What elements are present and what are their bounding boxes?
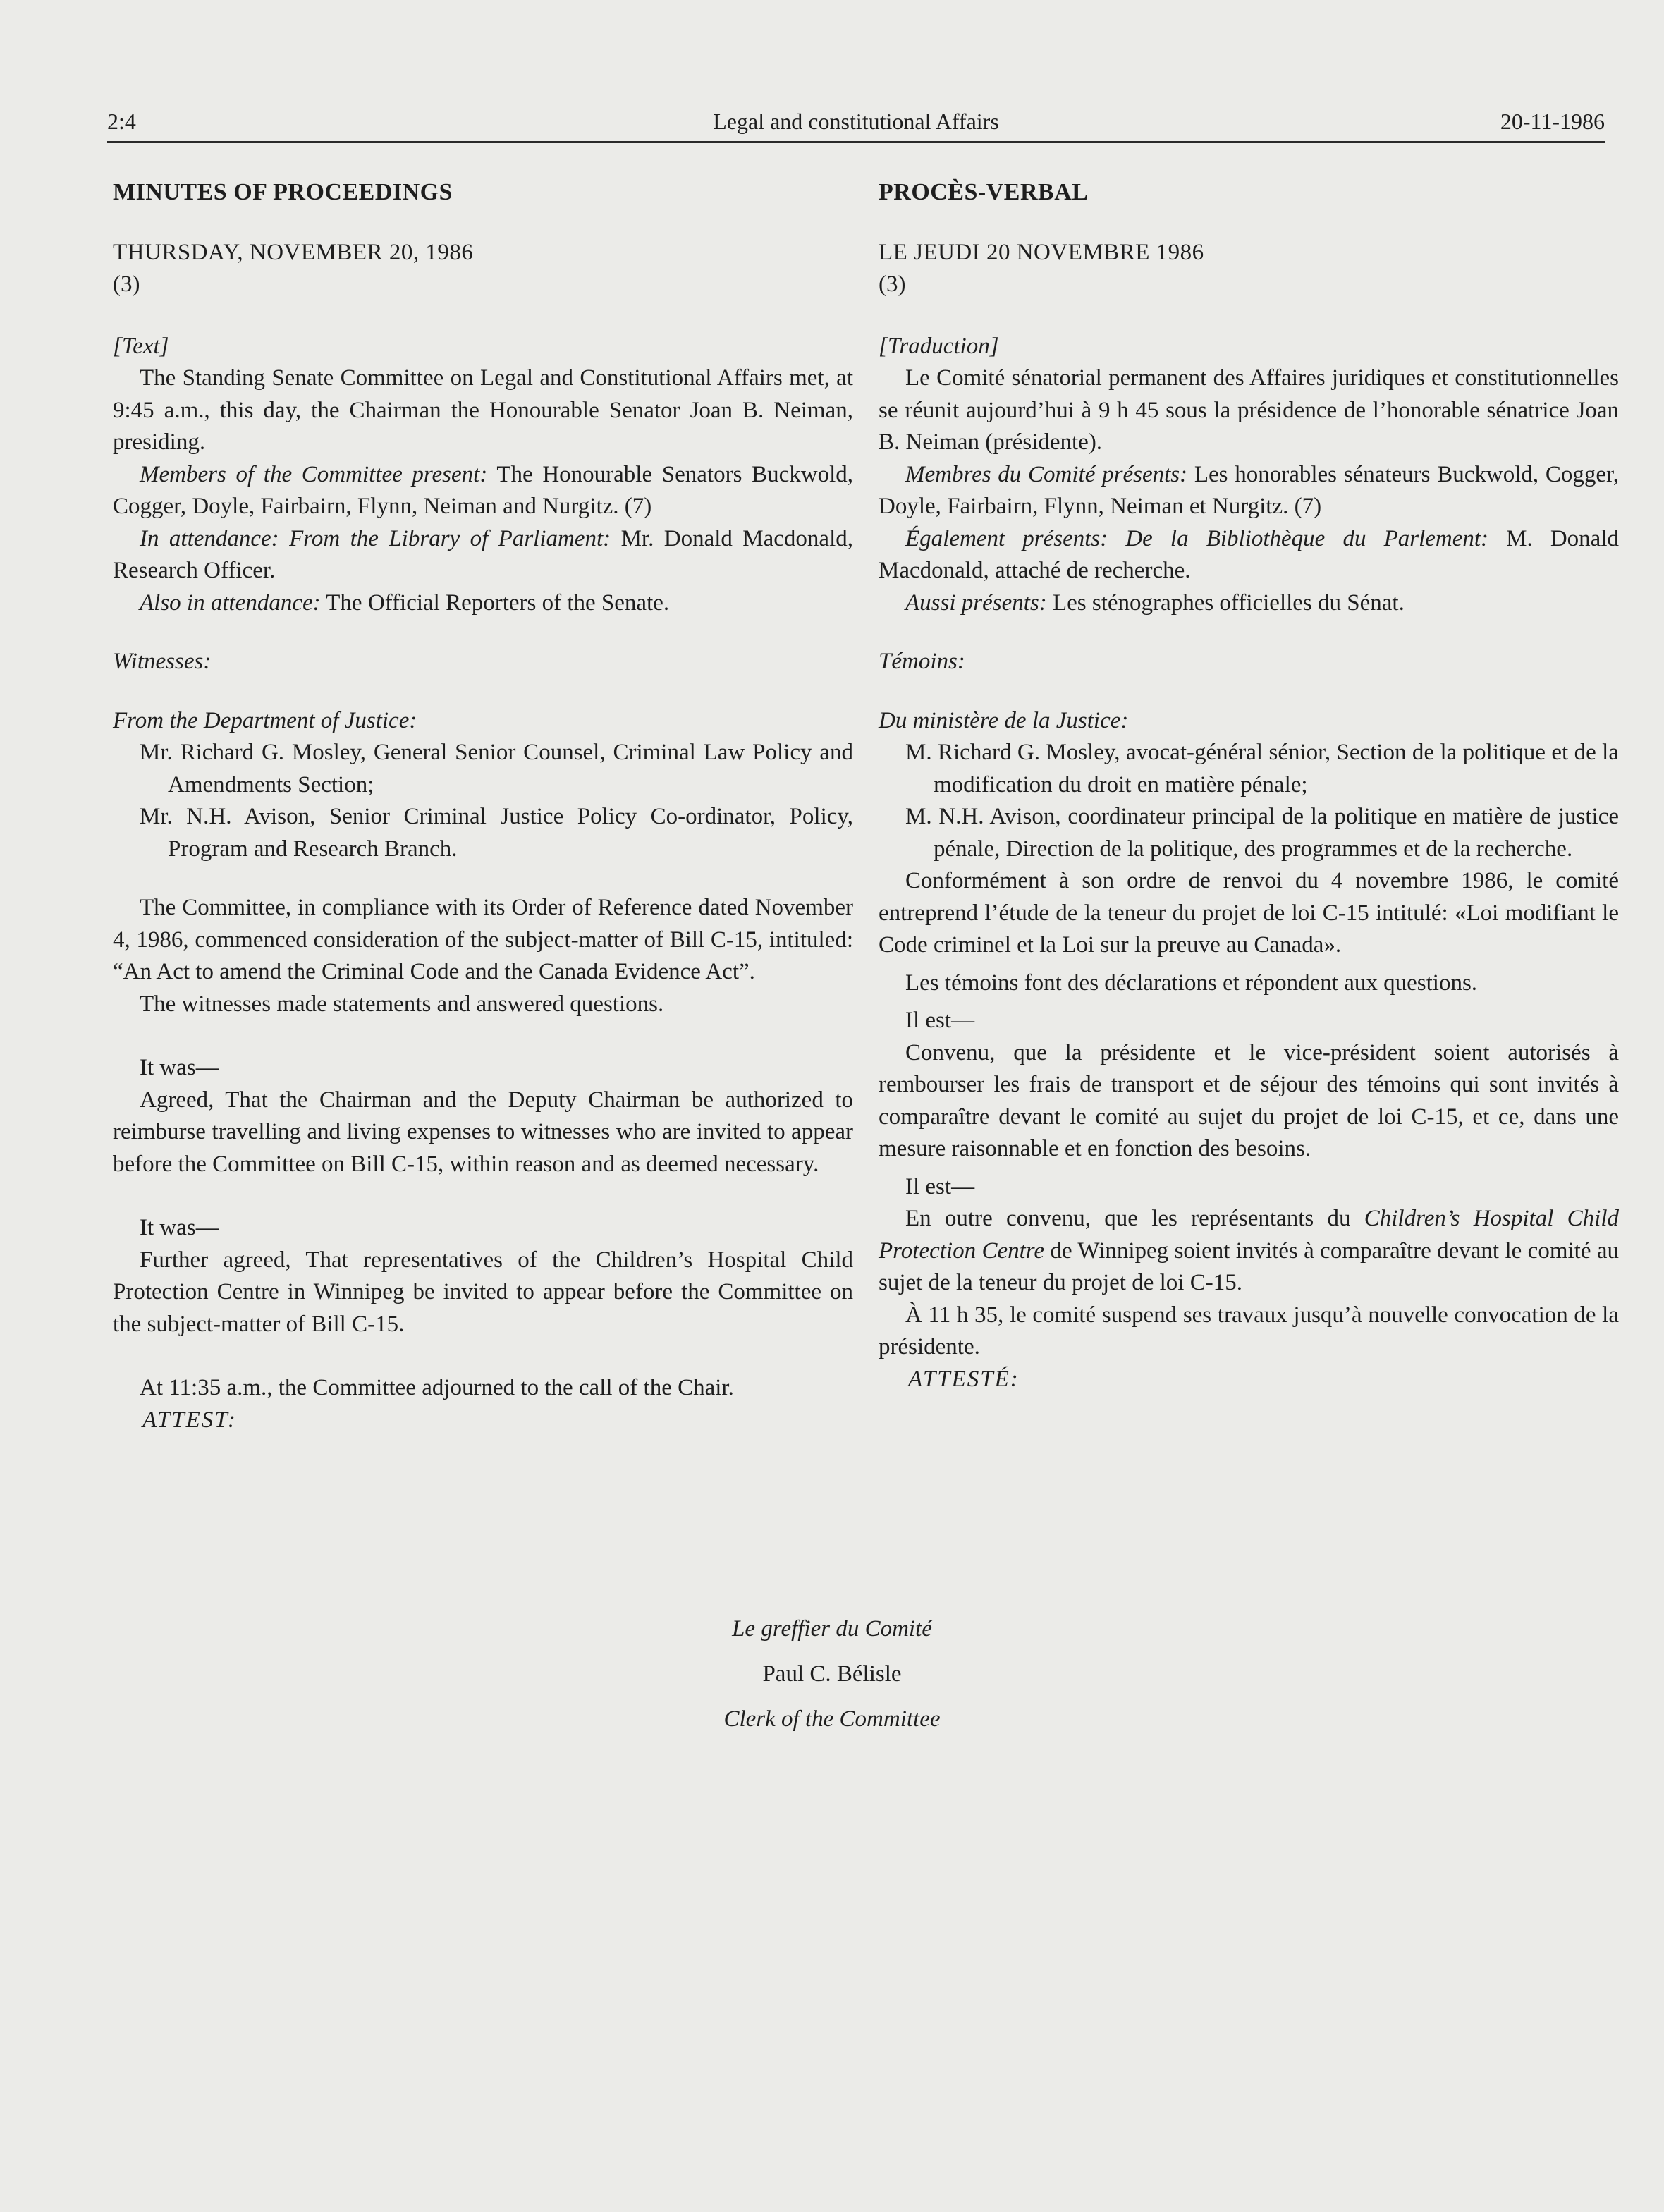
- attendance-paragraph: [879, 523, 1619, 587]
- agreed-text: En outre convenu, que les représentants du: [905, 1206, 1364, 1231]
- text-marker: [Text]: [113, 333, 169, 359]
- also-attendance-paragraph: [879, 587, 1619, 620]
- attest-label: ATTESTÉ:: [908, 1366, 1020, 1392]
- also-text: The Official Reporters of the Senate.: [320, 589, 670, 616]
- date-line: THURSDAY, NOVEMBER 20, 1986: [113, 239, 474, 265]
- department-label: Du ministère de la Justice:: [879, 707, 1129, 733]
- english-column: [113, 176, 853, 1436]
- text-marker: [Traduction]: [879, 333, 999, 359]
- statements-paragraph: Les témoins font des déclarations et répondent aux questions.: [905, 970, 1478, 996]
- members-text: Les honorables sénateurs Buckwold, Cogger, Doyle, Fairbairn, Flynn, Neiman et Nurgitz. (7): [879, 461, 1619, 519]
- attendance-label: In attendance: From the Library of Parliament:: [140, 525, 611, 551]
- also-label: Also in attendance:: [140, 589, 321, 616]
- witnesses-label: Témoins:: [879, 649, 965, 674]
- further-agreed-paragraph: Further agreed, That representatives of the Children’s Hospital Child Protection Centre in Winnipeg be invited to appear before the Committee on the subject-matter of Bill C-15.: [113, 1247, 853, 1337]
- attendance-text: Mr. Donald Macdonald, Research Officer.: [113, 525, 854, 583]
- order-of-reference-paragraph: Conformément à son ordre de renvoi du 4 novembre 1986, le comité entreprend l’étude de la teneur du projet de loi C-15 intitulé: «Loi modifiant le Code criminel et la Loi sur la preuve au Canada».: [879, 868, 1619, 958]
- agreed-text: de Winnipeg soient invités à comparaître devant le comité au sujet de la teneur du projet de loi C-15.: [879, 1238, 1620, 1295]
- members-text: The Honourable Senators Buckwold, Cogger, Doyle, Fairbairn, Flynn, Neiman and Nurgitz. (7): [113, 461, 853, 519]
- agreed-paragraph: Convenu, que la présidente et le vice-président soient autorisés à rembourser les frais de transport et de séjour des témoins qui sont invités à comparaître devant le comité au sujet du projet de loi C-15, et ce, dans une mesure raisonnable et en fonction des besoins.: [879, 1039, 1619, 1161]
- order-of-reference-paragraph: The Committee, in compliance with its Order of Reference dated November 4, 1986, commenced consideration of the subject-matter of Bill C-15, intituled: “An Act to amend the Criminal Code and the Canada Evidence Act”.: [113, 895, 853, 984]
- further-agreed-paragraph: [879, 1203, 1619, 1300]
- it-was-line: It was—: [140, 1215, 219, 1240]
- attest-label: ATTEST:: [142, 1407, 237, 1433]
- page-header: [107, 106, 1605, 143]
- date-line: LE JEUDI 20 NOVEMBRE 1986: [879, 239, 1204, 265]
- members-paragraph: [113, 459, 853, 523]
- attendance-label: Également présents: De la Bibliothèque du Parlement:: [905, 525, 1489, 551]
- department-label: From the Department of Justice:: [113, 707, 417, 733]
- adjournment-paragraph: À 11 h 35, le comité suspend ses travaux jusqu’à nouvelle convocation de la présidente.: [879, 1302, 1619, 1359]
- members-label: Membres du Comité présents:: [905, 461, 1188, 487]
- statements-paragraph: The witnesses made statements and answered questions.: [140, 991, 664, 1017]
- it-was-line: Il est—: [905, 1008, 975, 1033]
- witness-item: M. N.H. Avison, coordinateur principal de la politique en matière de justice pénale, Direction de la politique, des programmes et de la recherche.: [905, 804, 1619, 862]
- clerk-name: Paul C. Bélisle: [762, 1661, 902, 1687]
- witnesses-label: Witnesses:: [113, 649, 212, 674]
- also-text: Les sténographes officielles du Sénat.: [1046, 589, 1405, 616]
- attendance-text: M. Donald Macdonald, attaché de recherche.: [879, 525, 1619, 583]
- also-attendance-paragraph: [113, 587, 853, 620]
- witness-item: Mr. N.H. Avison, Senior Criminal Justice Policy Co-ordinator, Policy, Program and Research Branch.: [140, 804, 853, 862]
- members-label: Members of the Committee present:: [140, 461, 488, 487]
- signature-block: [0, 1606, 1664, 1742]
- clerk-title-french: Le greffier du Comité: [732, 1616, 932, 1642]
- witness-item: M. Richard G. Mosley, avocat-général sénior, Section de la politique et de la modification du droit en matière pénale;: [905, 740, 1619, 798]
- members-paragraph: [879, 459, 1619, 523]
- agreed-paragraph: Agreed, That the Chairman and the Deputy Chairman be authorized to reimburse travelling and living expenses to witnesses who are invited to appear before the Committee on Bill C-15, within reason and as deemed necessary.: [113, 1087, 853, 1177]
- running-title: Legal and constitutional Affairs: [713, 109, 999, 134]
- french-column: [879, 176, 1619, 1395]
- section-title: MINUTES OF PROCEEDINGS: [113, 179, 453, 205]
- attendance-paragraph: [113, 523, 853, 587]
- section-title: PROCÈS-VERBAL: [879, 179, 1089, 205]
- hospital-name: Children’s Hospital Child Protection Centre: [879, 1206, 1619, 1264]
- opening-paragraph: The Standing Senate Committee on Legal and Constitutional Affairs met, at 9:45 a.m., this day, the Chairman the Honourable Senator Joan B. Neiman, presiding.: [113, 365, 853, 455]
- adjournment-paragraph: At 11:35 a.m., the Committee adjourned to the call of the Chair.: [140, 1375, 734, 1400]
- it-was-line: Il est—: [905, 1173, 975, 1199]
- witness-item: Mr. Richard G. Mosley, General Senior Counsel, Criminal Law Policy and Amendments Section;: [140, 740, 853, 798]
- sitting-number: (3): [879, 271, 906, 297]
- sitting-number: (3): [113, 271, 140, 297]
- page-number: 2:4: [107, 109, 136, 134]
- also-label: Aussi présents:: [905, 589, 1047, 616]
- it-was-line: It was—: [140, 1055, 219, 1080]
- opening-paragraph: Le Comité sénatorial permanent des Affaires juridiques et constitutionnelles se réunit aujourd’hui à 9 h 45 sous la présidence de l’honorable sénatrice Joan B. Neiman (présidente).: [879, 365, 1619, 455]
- header-date: 20-11-1986: [1500, 109, 1605, 134]
- clerk-title-english: Clerk of the Committee: [723, 1706, 941, 1732]
